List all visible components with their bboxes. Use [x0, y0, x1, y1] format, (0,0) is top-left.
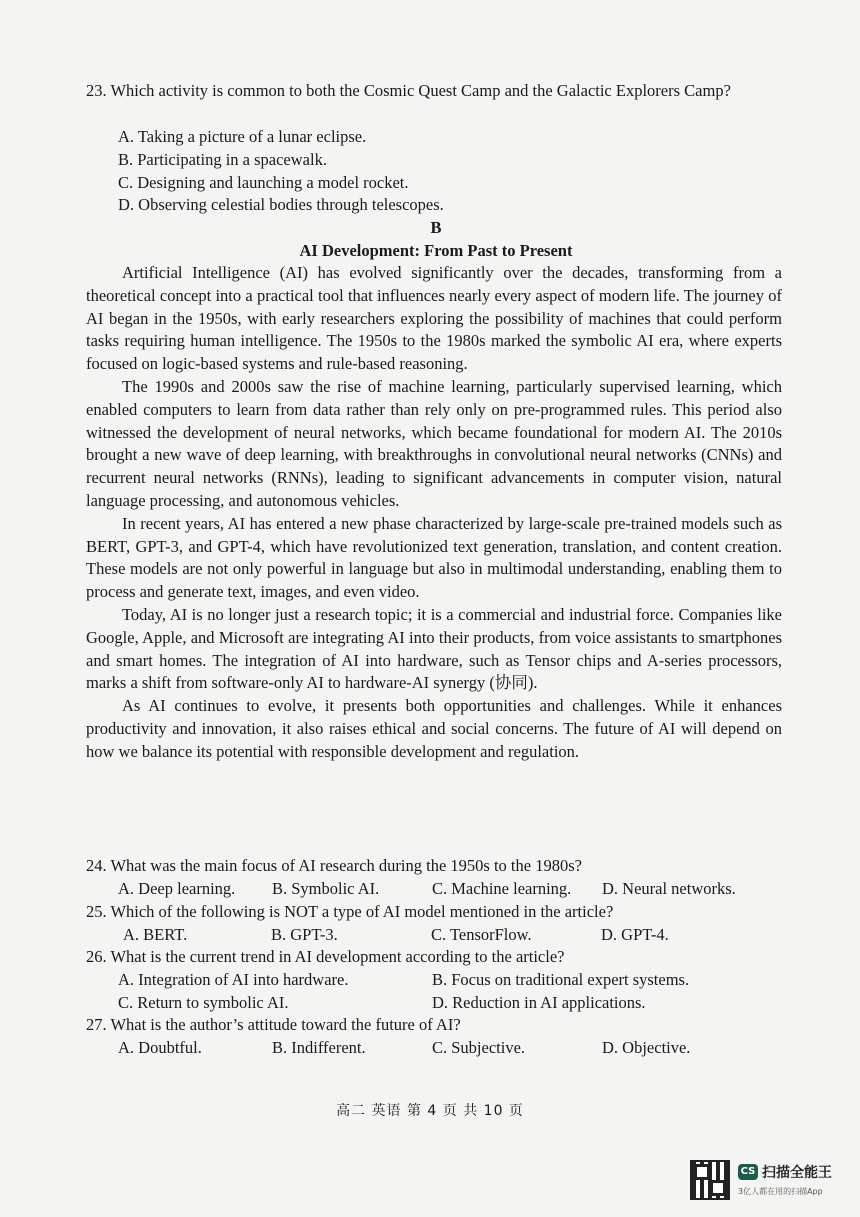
question-26-option-c: C. Return to symbolic AI. — [118, 993, 289, 1012]
question-23-stem: 23. Which activity is common to both the Cosmic Quest Camp and the Galactic Explorers Camp? — [86, 81, 731, 100]
passage-paragraph-5: As AI continues to evolve, it presents both opportunities and challenges. While it enhances productivity and innovation, it also raises ethical and social concerns. The future of AI will depend on how we balance its potential with responsible development and regulation. — [86, 696, 782, 761]
question-23-option-c: C. Designing and launching a model rocket. — [118, 172, 409, 192]
qr-code-icon — [690, 1160, 730, 1200]
question-24-option-c: C. Machine learning. — [432, 879, 572, 898]
question-25-option-c: C. TensorFlow. — [431, 925, 532, 944]
question-26-option-d: D. Reduction in AI applications. — [432, 993, 646, 1012]
passage-paragraph-3: In recent years, AI has entered a new phase characterized by large-scale pre-trained models such as BERT, GPT-3, and GPT-4, which have revolutionized text generation, translation, and content creation. These models are not only powerful in language but also in multimodal understanding, enabling them to process and generate text, images, and even video. — [86, 513, 782, 602]
question-24-option-b: B. Symbolic AI. — [272, 879, 380, 898]
passage-paragraph-1: Artificial Intelligence (AI) has evolved significantly over the decades, transforming from a theoretical concept into a practical tool that influences nearly every aspect of modern life. The journey of AI began in the 1950s, with early researchers exploring the possibility of machines that could perform tasks requiring human intelligence. The 1950s to the 1980s marked the symbolic AI era, where experts focused on logic-based systems and rule-based reasoning. — [86, 263, 782, 374]
passage-title: AI Development: From Past to Present — [299, 241, 573, 260]
question-27-option-c: C. Subjective. — [432, 1038, 526, 1057]
passage-paragraph-2: The 1990s and 2000s saw the rise of machine learning, particularly supervised learning, which enabled computers to learn from data rather than rely only on pre-programmed rules. This period also witnessed the development of neural networks, which became foundational for modern AI. The 2010s brought a new wave of deep learning, with breakthroughs in convolutional neural networks (CNNs) and recurrent neural networks (RNNs), leading to significant advancements in computer vision, natural language processing, and autonomous vehicles. — [86, 376, 782, 510]
page-footer: 高二 英语 第 4 页 共 10 页 — [336, 1103, 524, 1119]
section-letter: B — [430, 218, 442, 237]
passage-paragraph-4: Today, AI is no longer just a research topic; it is a commercial and industrial force. Companies like Google, Apple, and Microsoft are integrating AI into their products, from voice assistants to smartphones and smart homes. The integration of AI into hardware, such as Tensor chips and A-series processors, marks a shift from software-only AI to hardware-AI synergy (协同). — [86, 604, 782, 693]
scanner-watermark — [690, 1160, 840, 1206]
scanner-tagline: 3亿人都在用的扫描App — [738, 1187, 823, 1196]
question-23-option-d: D. Observing celestial bodies through telescopes. — [118, 195, 444, 215]
question-27-option-a: A. Doubtful. — [118, 1038, 202, 1057]
question-25-option-a: A. BERT. — [123, 925, 188, 944]
question-26-options-row-2 — [118, 992, 646, 1015]
question-25-options — [123, 924, 669, 947]
scanner-app-name: 扫描全能王 — [762, 1165, 832, 1181]
question-24-option-d: D. Neural networks. — [602, 879, 736, 898]
question-23-option-a: A. Taking a picture of a lunar eclipse. — [118, 127, 367, 146]
question-27-stem: 27. What is the author’s attitude toward the future of AI? — [86, 1015, 461, 1034]
question-26-stem: 26. What is the current trend in AI development according to the article? — [86, 947, 565, 966]
question-25-option-b: B. GPT-3. — [271, 925, 338, 944]
question-23-option-b: B. Participating in a spacewalk. — [118, 149, 327, 169]
question-25-stem: 25. Which of the following is NOT a type of AI model mentioned in the article? — [86, 902, 614, 921]
question-26-options-row-1 — [118, 969, 689, 992]
question-24-stem: 24. What was the main focus of AI research during the 1950s to the 1980s? — [86, 856, 582, 875]
question-27-option-b: B. Indifferent. — [272, 1038, 366, 1057]
question-27-options — [118, 1037, 690, 1060]
question-24-options — [118, 878, 736, 901]
question-26-option-b: B. Focus on traditional expert systems. — [432, 970, 690, 989]
question-24-option-a: A. Deep learning. — [118, 879, 236, 898]
camscanner-logo: CS — [738, 1164, 758, 1180]
passage — [86, 262, 782, 764]
question-25-option-d: D. GPT-4. — [601, 925, 669, 944]
question-26-option-a: A. Integration of AI into hardware. — [118, 970, 349, 989]
question-27-option-d: D. Objective. — [602, 1038, 691, 1057]
